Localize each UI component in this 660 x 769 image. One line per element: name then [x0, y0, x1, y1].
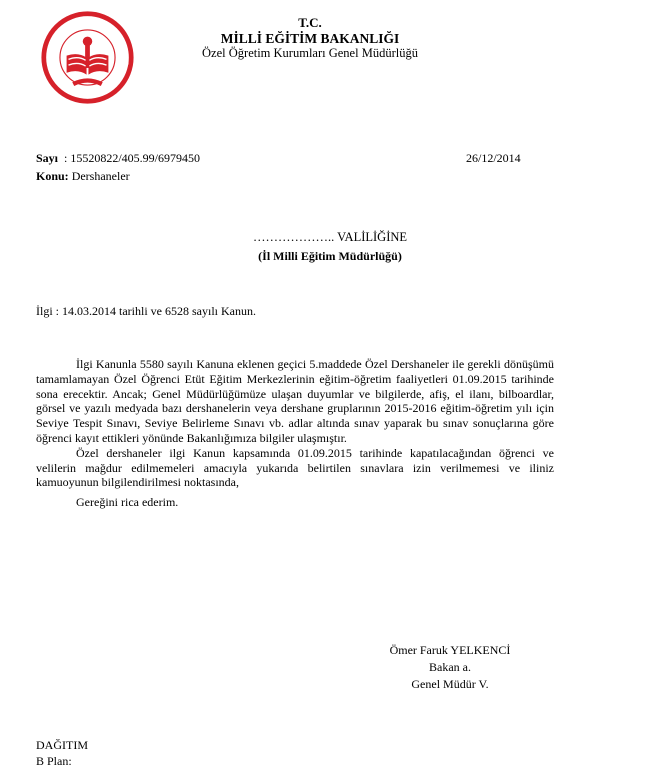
svg-text:T.C. MİLLİ EĞİTİM BAKANLIĞI: C. MİLLİ EĞİTİM BAKANLIĞ [46, 21, 129, 67]
body-paragraph-1: İlgi Kanunla 5580 sayılı Kanuna eklenen geçici 5.maddede Özel Dershaneler ile gerekli dönüşümü tamamlamayan Özel Öğrenci Etüt Eğitim Merkezlerinin eğitim-öğretim faaliyetleri 01.09.2015 tarihinde sona erecektir. Ancak; Genel Müdürlüğümüze ulaşan duyumlar ve bilgilerde, afiş, el ilanı, bilboardlar, görsel ve yazılı medyada bazı dershanelerin veya dershane gruplarının 2015-2016 eğitim-öğretim yılı için Seviye Tespit Sınavı, Seviye Belirleme Sınavı vb. adlar altında sınav yaparak bu sınav sonuçlarına göre öğrenci kayıt ettikleri yönünde Bakanlığımıza bilgiler ulaşmıştır. [36, 357, 554, 445]
subject-row [36, 169, 130, 184]
document-date: 26/12/2014 [466, 151, 521, 165]
letterhead-unit: Özel Öğretim Kurumları Genel Müdürlüğü [202, 46, 418, 60]
ministry-logo [40, 10, 135, 105]
signature-block [360, 642, 540, 693]
reference-number-label: Sayı [36, 151, 59, 165]
subject-label: Konu: [36, 169, 69, 183]
reference-line: İlgi : 14.03.2014 tarihli ve 6528 sayılı Kanun. [36, 304, 256, 318]
distribution-title: DAĞITIM [36, 738, 88, 752]
distribution-line: B Plan: [36, 754, 72, 768]
addressee-dots: ……………….. [252, 230, 335, 244]
reference-number-row [36, 151, 200, 166]
ministry-emblem-icon [40, 10, 135, 105]
closing-line: Gereğini rica ederim. [76, 495, 179, 510]
letter-body [36, 357, 554, 510]
letterhead-tc: T.C. [298, 15, 322, 30]
reference-number-value: : 15520822/405.99/6979450 [64, 151, 201, 165]
addressee-title: VALİLİĞİNE [337, 230, 408, 244]
signatory-name: Ömer Faruk YELKENCİ [389, 643, 511, 657]
distribution-block [36, 737, 88, 769]
body-paragraph-2: Özel dershaneler ilgi Kanun kapsamında 01.09.2015 tarihinde kapatılacağından öğrenci ve velilerin mağdur edilmemeleri amacıyla yukarıda belirtilen sınavlara izin verilmemesi ve iliniz kamuoyunun bilgilendirilmesi noktasında, [36, 445, 554, 490]
signatory-proxy: Bakan a. [429, 660, 471, 674]
addressee-subtitle: (İl Milli Eğitim Müdürlüğü) [258, 249, 402, 263]
signatory-title: Genel Müdür V. [411, 677, 489, 691]
letterhead-ministry: MİLLİ EĞİTİM BAKANLIĞI [220, 31, 400, 46]
subject-value: Dershaneler [71, 169, 130, 183]
addressee [0, 230, 660, 245]
